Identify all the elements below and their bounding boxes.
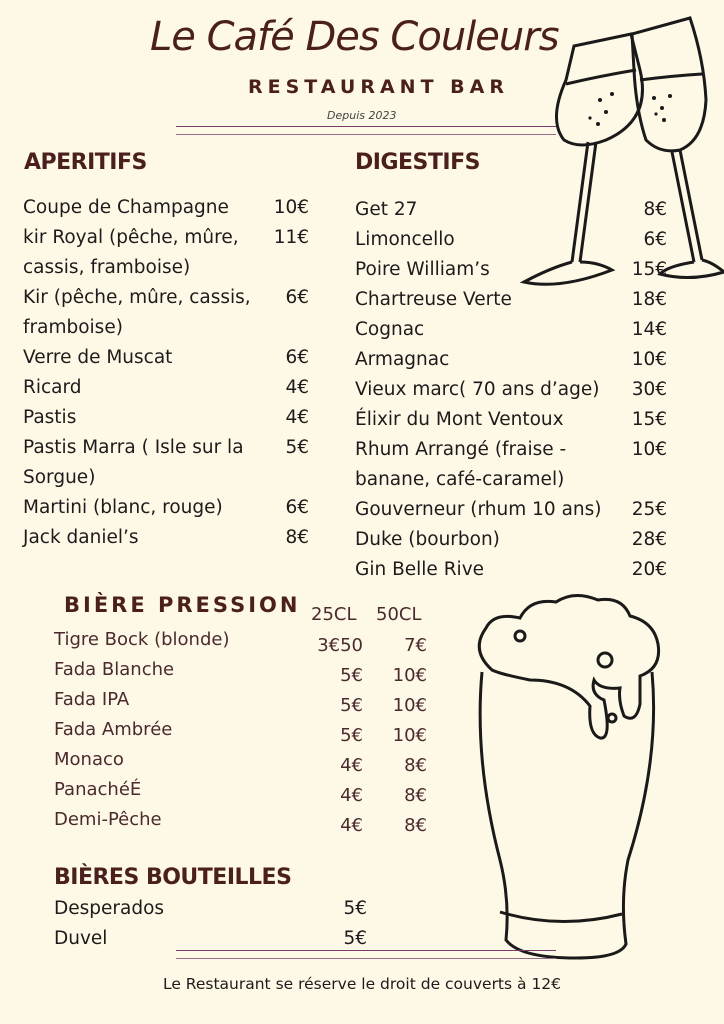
price-25cl: 4€	[340, 815, 363, 836]
item-name: kir Royal (pêche, mûre, cassis, framboise)	[23, 227, 239, 278]
item-price: 28€	[631, 529, 667, 550]
price-50cl: 10€	[392, 695, 427, 716]
item-name: Monaco	[54, 749, 124, 770]
item-name: Gin Belle Rive	[355, 559, 485, 580]
item-price: 5€	[343, 928, 367, 949]
list-item	[355, 315, 667, 345]
item-name: Tigre Bock (blonde)	[54, 629, 230, 650]
list-item	[355, 375, 667, 405]
page-title: Le Café Des Couleurs	[150, 14, 559, 60]
list-item	[355, 525, 667, 555]
item-price: 10€	[631, 439, 667, 460]
item-price: 6€	[285, 347, 309, 368]
item-name: Élixir du Mont Ventoux	[355, 409, 564, 430]
list-item	[355, 435, 667, 495]
bieres-bouteilles-list	[54, 894, 367, 954]
item-name: Duvel	[54, 928, 108, 949]
since-label: Depuis 2023	[327, 109, 397, 122]
biere-pression-list	[54, 625, 427, 835]
price-50cl: 10€	[392, 665, 427, 686]
list-item	[23, 193, 309, 223]
list-item	[54, 655, 427, 685]
item-name: Kir (pêche, mûre, cassis, framboise)	[23, 287, 251, 338]
price-50cl: 7€	[404, 635, 427, 656]
list-item	[23, 223, 309, 283]
col-50cl-header: 50CL	[376, 604, 422, 625]
biere-pression-heading: BIÈRE PRESSION	[64, 593, 301, 617]
item-name: Poire William’s	[355, 259, 490, 280]
item-price: 20€	[631, 559, 667, 580]
list-item	[23, 343, 309, 373]
item-price: 4€	[285, 377, 309, 398]
item-name: Martini (blanc, rouge)	[23, 497, 223, 518]
digestifs-heading: DIGESTIFS	[355, 150, 480, 175]
item-price: 8€	[643, 199, 667, 220]
list-item	[54, 625, 427, 655]
item-price: 30€	[631, 379, 667, 400]
list-item	[54, 805, 427, 835]
item-price: 10€	[273, 197, 309, 218]
item-name: Rhum Arrangé (fraise - banane, café-caramel)	[355, 439, 567, 490]
list-item	[54, 685, 427, 715]
list-item	[23, 403, 309, 433]
price-50cl: 10€	[392, 725, 427, 746]
list-item	[23, 433, 309, 493]
aperitifs-heading: APERITIFS	[24, 150, 147, 175]
list-item	[54, 715, 427, 745]
price-25cl: 3€50	[317, 635, 363, 656]
item-name: Demi-Pêche	[54, 809, 162, 830]
item-name: Duke (bourbon)	[355, 529, 500, 550]
item-name: Limoncello	[355, 229, 455, 250]
bieres-bouteilles-heading: BIÈRES BOUTEILLES	[54, 865, 292, 890]
list-item	[355, 255, 667, 285]
item-name: Desperados	[54, 898, 165, 919]
list-item	[355, 555, 667, 585]
price-50cl: 8€	[404, 755, 427, 776]
item-price: 6€	[285, 497, 309, 518]
item-name: Pastis Marra ( Isle sur la Sorgue)	[23, 437, 244, 488]
item-price: 14€	[631, 319, 667, 340]
list-item	[23, 373, 309, 403]
list-item	[54, 894, 367, 924]
price-50cl: 8€	[404, 785, 427, 806]
list-item	[54, 745, 427, 775]
list-item	[355, 405, 667, 435]
item-price: 8€	[285, 527, 309, 548]
list-item	[355, 225, 667, 255]
item-name: Ricard	[23, 377, 82, 398]
item-name: Fada IPA	[54, 689, 130, 710]
item-price: 18€	[631, 289, 667, 310]
price-50cl: 8€	[404, 815, 427, 836]
item-name: Jack daniel’s	[23, 527, 139, 548]
footer-note: Le Restaurant se réserve le droit de couverts à 12€	[162, 975, 562, 993]
col-25cl-header: 25CL	[311, 604, 357, 625]
footer-divider	[176, 950, 556, 951]
list-item	[355, 285, 667, 315]
list-item	[23, 283, 309, 343]
price-25cl: 4€	[340, 785, 363, 806]
item-name: Vieux marc( 70 ans d’age)	[355, 379, 600, 400]
item-name: Armagnac	[355, 349, 450, 370]
item-price: 15€	[631, 409, 667, 430]
item-price: 25€	[631, 499, 667, 520]
list-item	[54, 775, 427, 805]
list-item	[23, 523, 309, 553]
item-price: 11€	[273, 227, 309, 248]
item-name: Coupe de Champagne	[23, 197, 229, 218]
list-item	[355, 195, 667, 225]
aperitifs-list	[23, 193, 309, 553]
item-price: 15€	[631, 259, 667, 280]
item-name: Verre de Muscat	[23, 347, 173, 368]
item-name: Gouverneur (rhum 10 ans)	[355, 499, 602, 520]
item-name: Fada Ambrée	[54, 719, 173, 740]
price-25cl: 5€	[340, 725, 363, 746]
item-name: Cognac	[355, 319, 425, 340]
item-price: 6€	[285, 287, 309, 308]
item-price: 10€	[631, 349, 667, 370]
footer-divider-2	[176, 958, 556, 959]
item-name: Fada Blanche	[54, 659, 175, 680]
digestifs-list	[355, 195, 667, 585]
list-item	[355, 495, 667, 525]
price-25cl: 5€	[340, 695, 363, 716]
item-price: 4€	[285, 407, 309, 428]
list-item	[355, 345, 667, 375]
price-25cl: 5€	[340, 665, 363, 686]
item-price: 5€	[285, 437, 309, 458]
item-price: 6€	[643, 229, 667, 250]
price-25cl: 4€	[340, 755, 363, 776]
item-price: 5€	[343, 898, 367, 919]
item-name: Pastis	[23, 407, 77, 428]
list-item	[23, 493, 309, 523]
item-name: Get 27	[355, 199, 418, 220]
item-name: Chartreuse Verte	[355, 289, 512, 310]
item-name: PanachéÉ	[54, 779, 142, 800]
page-subtitle: RESTAURANT BAR	[248, 76, 509, 98]
